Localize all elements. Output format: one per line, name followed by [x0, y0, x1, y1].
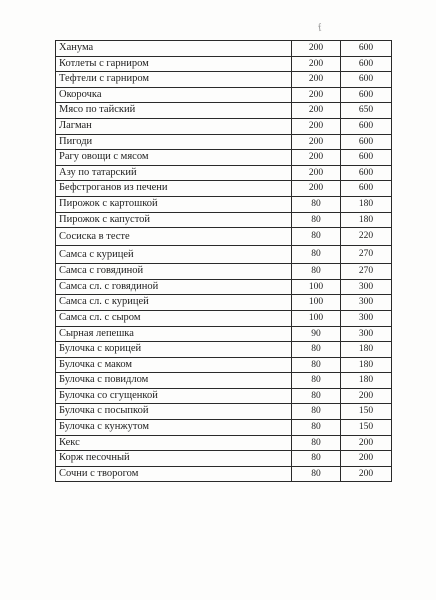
item-weight-cell: 200 [292, 56, 341, 72]
table-row [56, 451, 392, 467]
item-name-cell: Кекс [56, 435, 292, 451]
table-row [56, 118, 392, 134]
table-row [56, 41, 392, 57]
item-weight-cell: 80 [292, 264, 341, 280]
item-price-cell: 200 [341, 435, 392, 451]
item-name-cell: Самса с говядиной [56, 264, 292, 280]
item-price-cell: 220 [341, 228, 392, 246]
item-weight-cell: 100 [292, 295, 341, 311]
item-price-cell: 600 [341, 134, 392, 150]
item-name-cell: Мясо по тайский [56, 103, 292, 119]
item-price-cell: 600 [341, 87, 392, 103]
item-price-cell: 200 [341, 451, 392, 467]
item-weight-cell: 80 [292, 357, 341, 373]
item-name-cell: Лагман [56, 118, 292, 134]
table-row [56, 373, 392, 389]
item-name-cell: Булочка с корицей [56, 342, 292, 358]
item-price-cell: 200 [341, 388, 392, 404]
table-row [56, 466, 392, 482]
item-name-cell: Самса сл. с курицей [56, 295, 292, 311]
table-row [56, 326, 392, 342]
table-row [56, 342, 392, 358]
item-price-cell: 600 [341, 56, 392, 72]
item-weight-cell: 90 [292, 326, 341, 342]
item-weight-cell: 80 [292, 246, 341, 264]
item-price-cell: 150 [341, 420, 392, 436]
item-name-cell: Сырная лепешка [56, 326, 292, 342]
item-weight-cell: 200 [292, 118, 341, 134]
price-table-body [56, 41, 392, 482]
item-price-cell: 270 [341, 264, 392, 280]
item-weight-cell: 80 [292, 228, 341, 246]
item-weight-cell: 100 [292, 310, 341, 326]
item-name-cell: Самса с курицей [56, 246, 292, 264]
item-price-cell: 300 [341, 310, 392, 326]
item-price-cell: 600 [341, 72, 392, 88]
item-weight-cell: 80 [292, 388, 341, 404]
table-row [56, 103, 392, 119]
item-price-cell: 270 [341, 246, 392, 264]
item-price-cell: 180 [341, 212, 392, 228]
item-name-cell: Азу по татарский [56, 165, 292, 181]
table-row [56, 246, 392, 264]
item-weight-cell: 200 [292, 165, 341, 181]
item-price-cell: 180 [341, 357, 392, 373]
item-name-cell: Ханума [56, 41, 292, 57]
item-weight-cell: 200 [292, 181, 341, 197]
table-row [56, 56, 392, 72]
item-name-cell: Рагу овощи с мясом [56, 150, 292, 166]
item-name-cell: Булочка с кунжутом [56, 420, 292, 436]
table-row [56, 357, 392, 373]
item-weight-cell: 200 [292, 103, 341, 119]
item-name-cell: Корж песочный [56, 451, 292, 467]
table-row [56, 150, 392, 166]
item-weight-cell: 80 [292, 212, 341, 228]
item-price-cell: 600 [341, 41, 392, 57]
item-weight-cell: 200 [292, 134, 341, 150]
item-weight-cell: 200 [292, 41, 341, 57]
table-row [56, 181, 392, 197]
item-name-cell: Сочни с творогом [56, 466, 292, 482]
item-price-cell: 300 [341, 326, 392, 342]
item-name-cell: Самса сл. с говядиной [56, 279, 292, 295]
item-name-cell: Сосиска в тесте [56, 228, 292, 246]
table-row [56, 72, 392, 88]
table-row [56, 279, 392, 295]
table-row [56, 295, 392, 311]
table-row [56, 435, 392, 451]
item-name-cell: Тефтели с гарниром [56, 72, 292, 88]
item-weight-cell: 80 [292, 420, 341, 436]
item-name-cell: Пирожок с капустой [56, 212, 292, 228]
item-name-cell: Самса сл. с сыром [56, 310, 292, 326]
item-name-cell: Булочка с посыпкой [56, 404, 292, 420]
table-row [56, 196, 392, 212]
item-weight-cell: 100 [292, 279, 341, 295]
item-price-cell: 150 [341, 404, 392, 420]
item-name-cell: Булочка с маком [56, 357, 292, 373]
item-name-cell: Бефстроганов из печени [56, 181, 292, 197]
item-price-cell: 180 [341, 342, 392, 358]
table-row [56, 404, 392, 420]
item-price-cell: 600 [341, 165, 392, 181]
table-row [56, 134, 392, 150]
item-name-cell: Котлеты с гарниром [56, 56, 292, 72]
item-name-cell: Булочка с повидлом [56, 373, 292, 389]
table-row [56, 212, 392, 228]
item-weight-cell: 200 [292, 150, 341, 166]
item-weight-cell: 80 [292, 342, 341, 358]
item-price-cell: 180 [341, 373, 392, 389]
price-table [55, 40, 392, 482]
item-price-cell: 600 [341, 181, 392, 197]
item-price-cell: 180 [341, 196, 392, 212]
table-row [56, 264, 392, 280]
item-name-cell: Окорочка [56, 87, 292, 103]
scan-mark: f [317, 21, 323, 35]
item-weight-cell: 200 [292, 72, 341, 88]
table-row [56, 388, 392, 404]
item-price-cell: 300 [341, 279, 392, 295]
item-name-cell: Пирожок с картошкой [56, 196, 292, 212]
item-weight-cell: 80 [292, 451, 341, 467]
item-weight-cell: 80 [292, 373, 341, 389]
item-weight-cell: 200 [292, 87, 341, 103]
item-weight-cell: 80 [292, 466, 341, 482]
table-row [56, 228, 392, 246]
table-row [56, 310, 392, 326]
item-weight-cell: 80 [292, 404, 341, 420]
item-name-cell: Булочка со сгущенкой [56, 388, 292, 404]
item-price-cell: 300 [341, 295, 392, 311]
table-row [56, 87, 392, 103]
item-weight-cell: 80 [292, 435, 341, 451]
table-row [56, 420, 392, 436]
item-name-cell: Пигоди [56, 134, 292, 150]
table-row [56, 165, 392, 181]
item-price-cell: 600 [341, 150, 392, 166]
item-price-cell: 650 [341, 103, 392, 119]
item-price-cell: 600 [341, 118, 392, 134]
item-weight-cell: 80 [292, 196, 341, 212]
item-price-cell: 200 [341, 466, 392, 482]
